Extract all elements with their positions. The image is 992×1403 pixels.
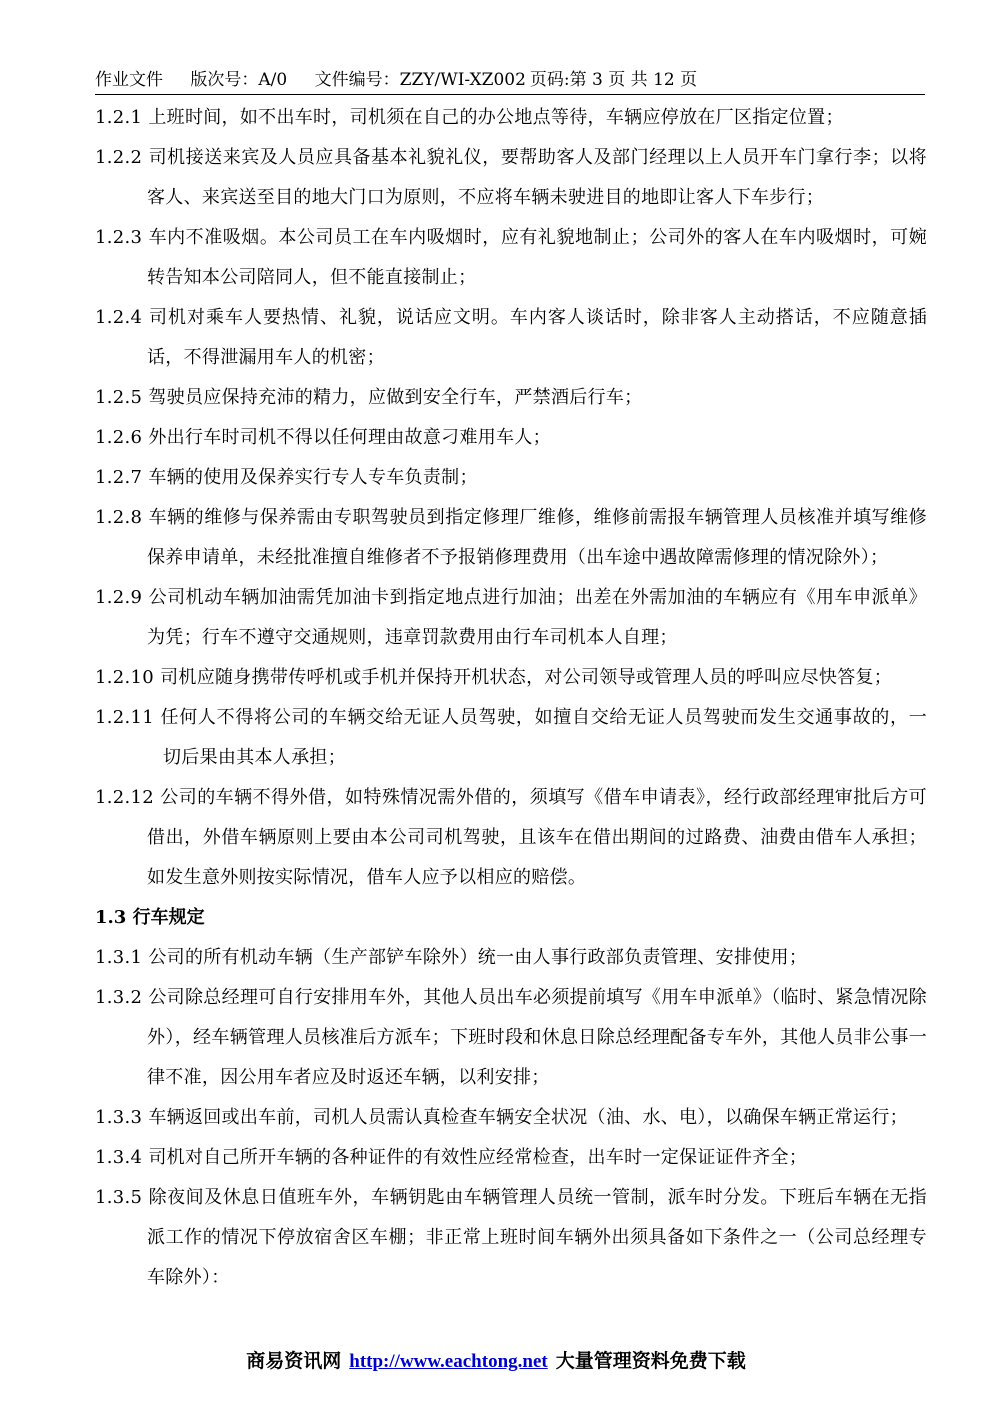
clause-1-2-6 bbox=[95, 418, 927, 458]
clause-1-3-5 bbox=[95, 1178, 927, 1298]
clause-text: 司机对乘车人要热情、礼貌，说话应文明。车内客人谈话时，除非客人主动搭话，不应随意插话，不得泄漏用车人的机密； bbox=[147, 307, 927, 368]
clause-text: 司机接送来宾及人员应具备基本礼貌礼仪，要帮助客人及部门经理以上人员开车门拿行李；以将客人、来宾送至目的地大门口为原则，不应将车辆未驶进目的地即让客人下车步行； bbox=[147, 147, 927, 208]
clause-1-2-10 bbox=[95, 658, 927, 698]
clause-1-3-3 bbox=[95, 1098, 927, 1138]
footer-link[interactable]: http://www.eachtong.net bbox=[349, 1351, 548, 1372]
footer-site-name: 商易资讯网 bbox=[246, 1350, 342, 1372]
clause-1-2-9 bbox=[95, 578, 927, 658]
clause-1-2-11 bbox=[95, 698, 927, 778]
clause-1-2-3 bbox=[95, 218, 927, 298]
clause-text: 公司的车辆不得外借，如特殊情况需外借的，须填写《借车申请表》，经行政部经理审批后方可借出，外借车辆原则上要由本公司司机驾驶，且该车在借出期间的过路费、油费由借车人承担；如发生意外则按实际情况，借车人应予以相应的赔偿。 bbox=[147, 787, 927, 888]
clause-text: 外出行车时司机不得以任何理由故意刁难用车人； bbox=[148, 427, 551, 448]
document-number: 文件编号：ZZY/WI-XZ002 bbox=[314, 70, 526, 90]
section-title bbox=[95, 898, 927, 938]
footer-slogan: 大量管理资料免费下载 bbox=[555, 1350, 746, 1372]
clause-number: 1.2.4 bbox=[95, 307, 143, 328]
clause-1-3-4 bbox=[95, 1138, 927, 1178]
clause-1-2-1 bbox=[95, 98, 927, 138]
section-number: 1.3 bbox=[95, 907, 127, 928]
clause-number: 1.2.2 bbox=[95, 147, 143, 168]
clause-number: 1.2.12 bbox=[95, 787, 155, 808]
clause-text: 司机对自己所开车辆的各种证件的有效性应经常检查，出车时一定保证证件齐全； bbox=[148, 1147, 808, 1168]
clause-1-3-2 bbox=[95, 978, 927, 1098]
clause-1-2-2 bbox=[95, 138, 927, 218]
page-header bbox=[95, 68, 925, 95]
page-footer bbox=[0, 1346, 992, 1373]
clause-text: 公司机动车辆加油需凭加油卡到指定地点进行加油；出差在外需加油的车辆应有《用车申派单》为凭；行车不遵守交通规则，违章罚款费用由行车司机本人自理； bbox=[147, 587, 927, 648]
clause-text: 公司除总经理可自行安排用车外，其他人员出车必须提前填写《用车申派单》（临时、紧急情况除外），经车辆管理人员核准后方派车；下班时段和休息日除总经理配备专车外，其他人员非公事一律不准，因公用车者应及时返还车辆，以利安排； bbox=[147, 987, 927, 1088]
page-number: 页码:第 3 页 共 12 页 bbox=[529, 70, 698, 90]
document-body bbox=[95, 98, 927, 1298]
clause-text: 车辆的使用及保养实行专人专车负责制； bbox=[148, 467, 478, 488]
clause-text: 公司的所有机动车辆（生产部铲车除外）统一由人事行政部负责管理、安排使用； bbox=[148, 947, 808, 968]
version-number: 版次号：A/0 bbox=[190, 70, 288, 90]
clause-text: 司机应随身携带传呼机或手机并保持开机状态，对公司领导或管理人员的呼叫应尽快答复； bbox=[160, 667, 893, 688]
clause-text: 车辆返回或出车前，司机人员需认真检查车辆安全状况（油、水、电），以确保车辆正常运行； bbox=[148, 1107, 908, 1128]
doc-type: 作业文件 bbox=[95, 70, 163, 90]
clause-number: 1.3.5 bbox=[95, 1187, 143, 1208]
clause-number: 1.2.6 bbox=[95, 427, 143, 448]
clause-text: 驾驶员应保持充沛的精力，应做到安全行车，严禁酒后行车； bbox=[148, 387, 643, 408]
clause-text: 除夜间及休息日值班车外，车辆钥匙由车辆管理人员统一管制，派车时分发。下班后车辆在无指派工作的情况下停放宿舍区车棚；非正常上班时间车辆外出须具备如下条件之一（公司总经理专车除外）： bbox=[147, 1187, 927, 1288]
clause-1-2-4 bbox=[95, 298, 927, 378]
clause-number: 1.2.9 bbox=[95, 587, 143, 608]
clause-number: 1.2.5 bbox=[95, 387, 143, 408]
clause-number: 1.2.1 bbox=[95, 107, 143, 128]
section-heading: 行车规定 bbox=[132, 907, 205, 928]
clause-number: 1.2.11 bbox=[95, 707, 155, 728]
clause-number: 1.3.4 bbox=[95, 1147, 143, 1168]
clause-1-2-8 bbox=[95, 498, 927, 578]
clause-1-2-12 bbox=[95, 778, 927, 898]
clause-1-3-1 bbox=[95, 938, 927, 978]
clause-text: 任何人不得将公司的车辆交给无证人员驾驶，如擅自交给无证人员驾驶而发生交通事故的，一切后果由其本人承担； bbox=[160, 707, 927, 768]
clause-number: 1.2.10 bbox=[95, 667, 155, 688]
clause-number: 1.2.8 bbox=[95, 507, 143, 528]
clause-number: 1.3.2 bbox=[95, 987, 143, 1008]
clause-1-2-5 bbox=[95, 378, 927, 418]
clause-text: 车内不准吸烟。本公司员工在车内吸烟时，应有礼貌地制止；公司外的客人在车内吸烟时，可婉转告知本公司陪同人，但不能直接制止； bbox=[147, 227, 927, 288]
clause-text: 车辆的维修与保养需由专职驾驶员到指定修理厂维修，维修前需报车辆管理人员核准并填写维修保养申请单，未经批准擅自维修者不予报销修理费用（出车途中遇故障需修理的情况除外）； bbox=[147, 507, 927, 568]
clause-number: 1.3.3 bbox=[95, 1107, 143, 1128]
clause-number: 1.3.1 bbox=[95, 947, 143, 968]
clause-1-2-7 bbox=[95, 458, 927, 498]
clause-number: 1.2.7 bbox=[95, 467, 143, 488]
clause-text: 上班时间，如不出车时，司机须在自己的办公地点等待，车辆应停放在厂区指定位置； bbox=[148, 107, 844, 128]
clause-number: 1.2.3 bbox=[95, 227, 143, 248]
